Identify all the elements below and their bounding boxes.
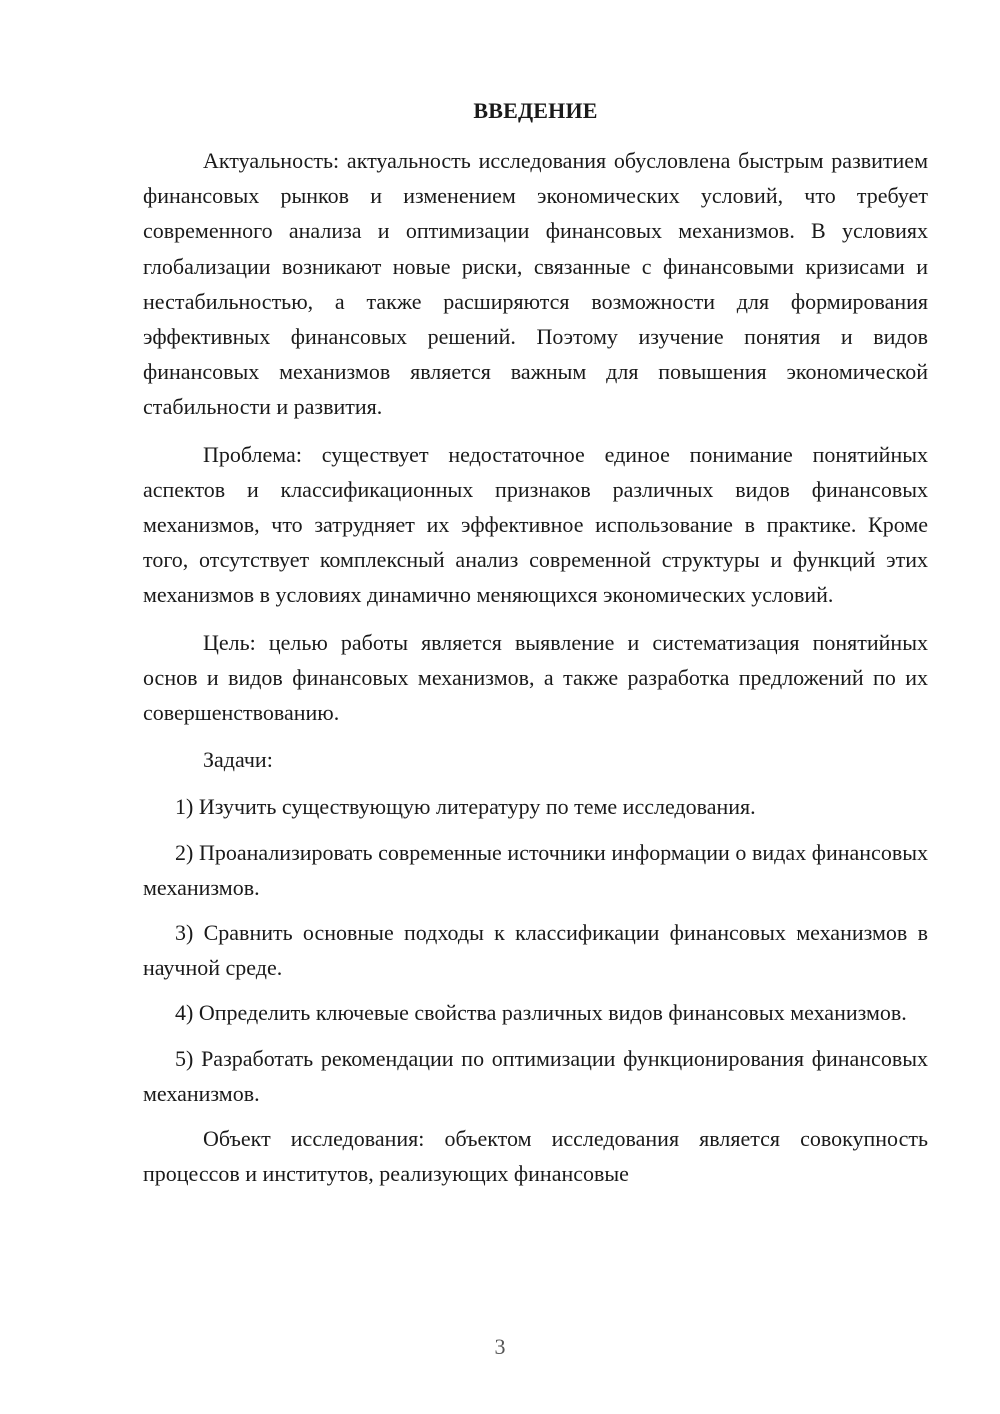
page-number: 3 [494, 1334, 506, 1359]
task-item: 5) Разработать рекомендации по оптимизации функционирования финансовых механизмов. [143, 1045, 928, 1106]
task-item: 3) Сравнить основные подходы к классификации финансовых механизмов в научной среде. [143, 920, 928, 981]
task-item: 1) Изучить существующую литературу по теме исследования. [175, 794, 756, 820]
task-item: 2) Проанализировать современные источники информации о видах финансовых механизмов. [143, 839, 928, 900]
goal-paragraph: Цель: целью работы является выявление и систематизация понятийных основ и видов финансовых механизмов, а также разработка предложений по их совершенствованию. [143, 629, 928, 726]
document-body [143, 143, 928, 1203]
object-paragraph: Объект исследования: объектом исследования является совокупность процессов и институтов, реализующих финансовые [143, 1126, 928, 1187]
task-item: 4) Определить ключевые свойства различных видов финансовых механизмов. [175, 1000, 907, 1026]
relevance-paragraph: Актуальность: актуальность исследования обусловлена быстрым развитием финансовых рынков и изменением экономических условий, что требует современного анализа и оптимизации финансовых механизмов. В условиях глобализации возникают новые риски, связанные с финансовыми кризисами и нестабильностью, а также расширяются возможности для формирования эффективных финансовых решений. Поэтому изучение понятия и видов финансовых механизмов является важным для повышения экономической стабильности и развития. [143, 148, 928, 420]
problem-paragraph: Проблема: существует недостаточное единое понимание понятийных аспектов и классификационных признаков различных видов финансовых механизмов, что затрудняет их эффективное использование в практике. Кроме того, отсутствует комплексный анализ современной структуры и функций этих механизмов в условиях динамично меняющихся экономических условий. [143, 441, 928, 608]
tasks-label: Задачи: [203, 747, 273, 773]
section-heading: ВВЕДЕНИЕ [473, 98, 598, 123]
